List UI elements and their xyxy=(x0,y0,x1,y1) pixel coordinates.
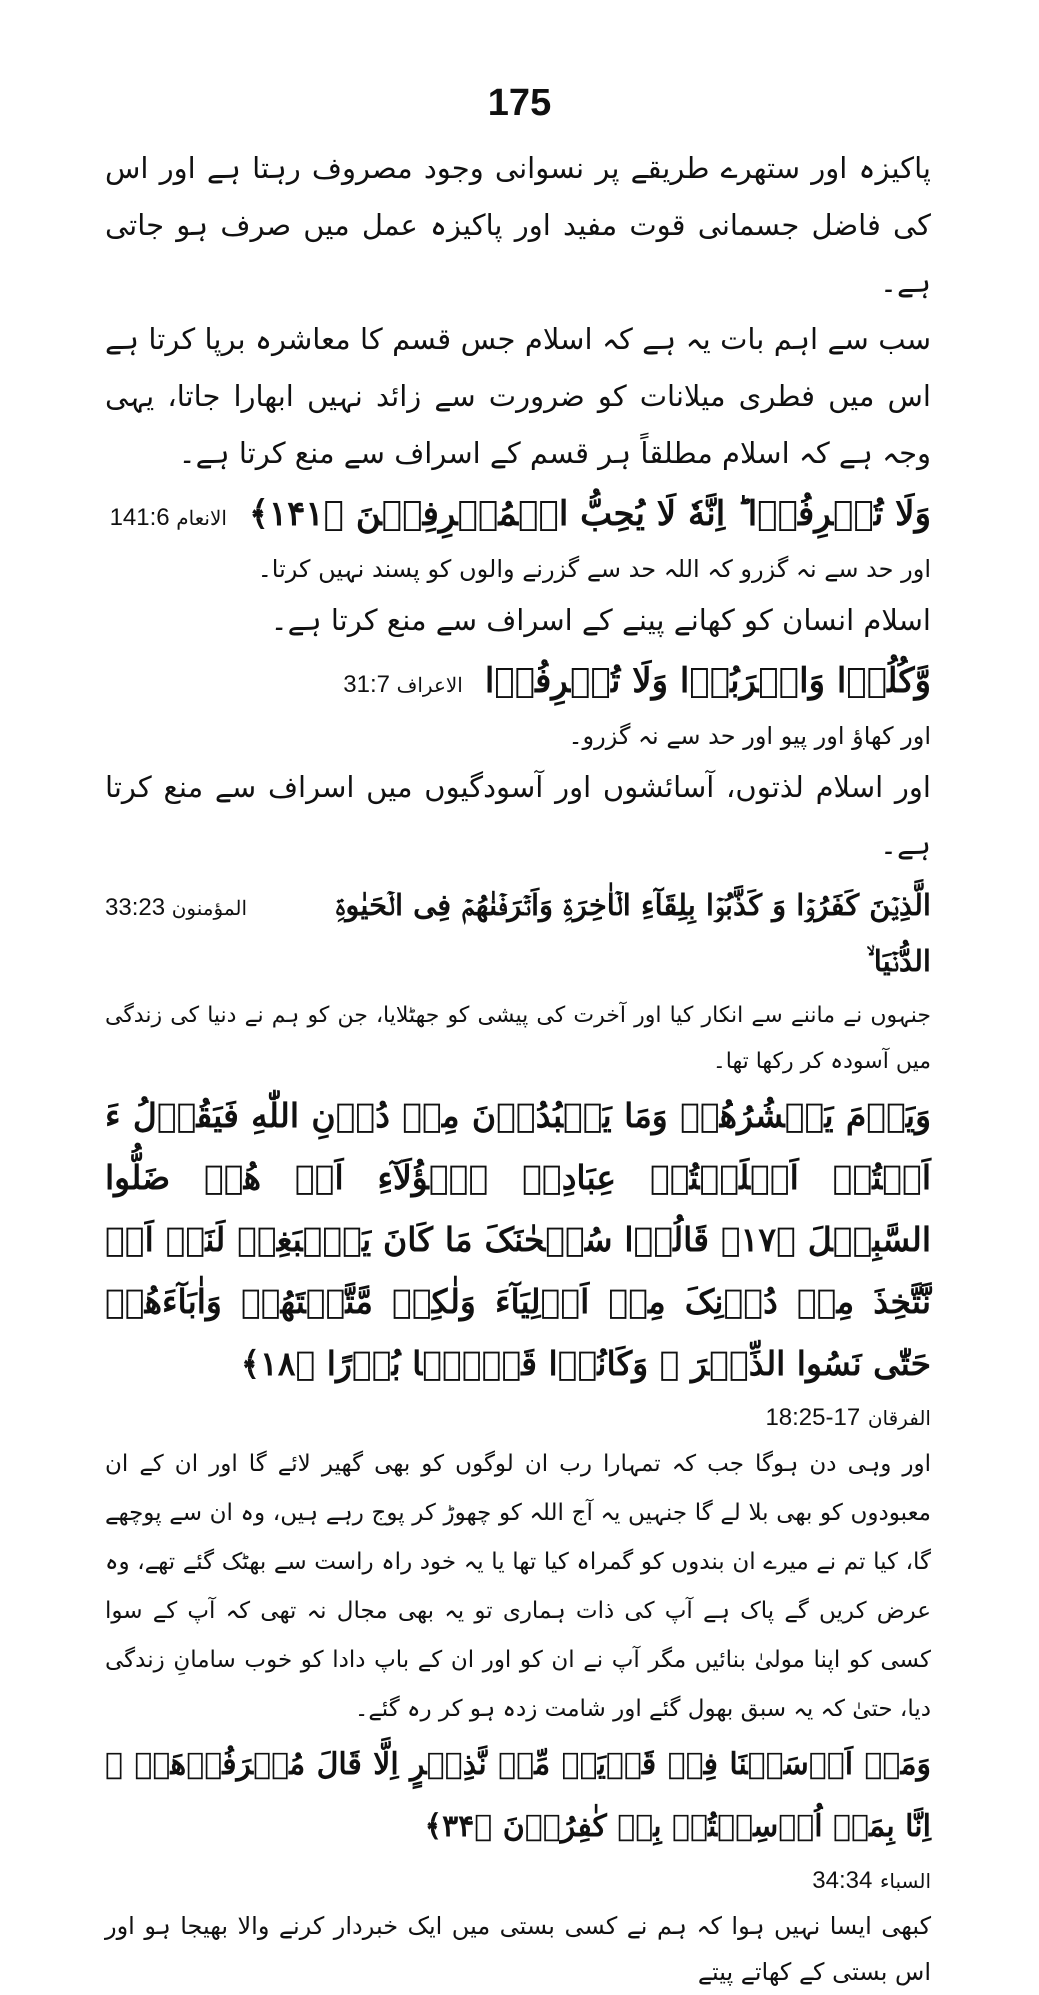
page-body xyxy=(105,140,931,1995)
translation-5: کبھی ایسا نہیں ہوا کہ ہم نے کسی بستی میں ایک خبردار کرنے والا بھیجا ہو اور اس بستی کے کھاتے پیتے xyxy=(105,1912,931,1986)
verse-5-reference xyxy=(105,1858,931,1903)
verse-1-surah: الانعام xyxy=(176,508,227,530)
verse-4-number: 17-18:25 xyxy=(765,1404,861,1431)
translation-1: اور حد سے نہ گزرو کہ اللہ حد سے گزرنے والوں کو پسند نہیں کرتا۔ xyxy=(257,555,931,583)
page-number: 175 xyxy=(487,82,552,124)
verse-2-number: 31:7 xyxy=(343,671,390,698)
verse-5-arabic: وَمَاۤ اَرۡسَلۡنَا فِیۡ قَرۡیَۃٍ مِّنۡ نَّذِیۡرٍ اِلَّا قَالَ مُتۡرَفُوۡهَاۤ ۙ اِنَّا بِمَاۤ اُرۡسِلۡتُمۡ بِهٖ کٰفِرُوۡنَ ﴿۳۴﴾ xyxy=(105,1747,931,1844)
verse-5-surah: السباء xyxy=(879,1869,931,1893)
verse-1-reference xyxy=(110,504,227,532)
verse-1 xyxy=(105,486,931,542)
paragraph-2: سب سے اہم بات یہ ہے کہ اسلام جس قسم کا معاشرہ برپا کرتا ہے اس میں فطری میلانات کو ضرورت سے زائد نہیں ابھارا جاتا، یہی وجہ ہے کہ اسلام مطلقاً ہر قسم کے اسراف سے منع کرتا ہے۔ xyxy=(105,322,931,470)
translation-3: جنہوں نے ماننے سے انکار کیا اور آخرت کی پیشی کو جھٹلایا، جن کو ہم نے دنیا کی زندگی میں آسودہ کر رکھا تھا۔ xyxy=(105,1003,931,1074)
verse-4-reference xyxy=(105,1395,931,1440)
verse-2-surah: الاعراف xyxy=(396,675,463,697)
translation-4: اور وہی دن ہوگا جب کہ تمہارا رب ان لوگوں کو بھی گھیر لائے گا اور ان کے ان معبودوں کو بھی بلا لے گا جنہیں یہ آج اللہ کو چھوڑ کر پوج رہے ہیں، وہ ان سے پوچھے گا، کیا تم نے میرے ان بندوں کو گمراہ کیا تھا یا یہ خود راہ راست سے بھٹک گئے تھے، وہ عرض کریں گے پاک ہے آپ کی ذات ہماری تو یہ بھی مجال نہ تھی کہ آپ کے سوا کسی کو اپنا مولیٰ بنائیں مگر آپ نے ان کو اور ان کے باپ دادا کو خوب سامانِ زندگی دیا، حتیٰ کہ یہ سبق بھول گئے اور شامت زدہ ہو کر رہ گئے۔ xyxy=(105,1451,931,1722)
verse-3 xyxy=(105,877,931,989)
verse-1-number: 141:6 xyxy=(109,504,170,531)
verse-3-number: 33:23 xyxy=(105,894,166,921)
verse-3-arabic: الَّذِیۡنَ کَفَرُوۡا وَ کَذَّبُوۡا بِلِقَآءِ الۡاٰخِرَۃِ وَاَتۡرَفۡنٰهُمۡ فِی الۡحَیٰوۃِ الدُّنۡیَا ۙ xyxy=(335,888,931,978)
verse-3-reference xyxy=(105,894,247,922)
verse-4-surah: الفرقان xyxy=(867,1406,931,1430)
verse-4-arabic: وَیَوۡمَ یَحۡشُرُهُمۡ وَمَا یَعۡبُدُوۡنَ مِنۡ دُوۡنِ اللّٰهِ فَیَقُوۡلُ ءَ اَنۡتُمۡ اَضۡلَلۡتُمۡ عِبَادِیۡ هٰۤؤُلَآءِ اَمۡ هُمۡ ضَلُّوا السَّبِیۡلَ ﴿۱۷﴾ قَالُوۡا سُبۡحٰنَکَ مَا کَانَ یَنۡۢبَغِیۡ لَنَاۤ اَنۡ نَّتَّخِذَ مِنۡ دُوۡنِکَ مِنۡ اَوۡلِیَآءَ وَلٰکِنۡ مَّتَّعۡتَهُمۡ وَاٰبَآءَهُمۡ حَتّٰی نَسُوا الذِّکۡرَ ۚ وَکَانُوۡا قَوۡمًۢا بُوۡرًا ﴿۱۸﴾ xyxy=(105,1096,931,1383)
paragraph-3: اسلام انسان کو کھانے پینے کے اسراف سے منع کرتا ہے۔ xyxy=(270,603,931,637)
verse-1-arabic: وَلَا تُسۡرِفُوۡا ؕ اِنَّهٗ لَا یُحِبُّ الۡمُسۡرِفِیۡنَ ﴿۱۴۱﴾ xyxy=(248,494,931,534)
verse-2-arabic: وَّکُلُوۡا وَاشۡرَبُوۡا وَلَا تُسۡرِفُوۡا xyxy=(484,661,931,701)
verse-3-surah: المؤمنون xyxy=(171,898,248,920)
verse-2-reference xyxy=(343,671,463,699)
paragraph-4: اور اسلام لذتوں، آسائشوں اور آسودگیوں میں اسراف سے منع کرتا ہے۔ xyxy=(105,770,931,861)
paragraph-1: پاکیزہ اور ستھرے طریقے پر نسوانی وجود مصروف رہتا ہے اور اس کی فاضل جسمانی قوت مفید اور پاکیزہ عمل میں صرف ہو جاتی ہے۔ xyxy=(105,151,931,299)
translation-2: اور کھاؤ اور پیو اور حد سے نہ گزرو۔ xyxy=(568,722,931,750)
verse-5-number: 34:34 xyxy=(812,1867,873,1894)
verse-2 xyxy=(105,653,931,709)
